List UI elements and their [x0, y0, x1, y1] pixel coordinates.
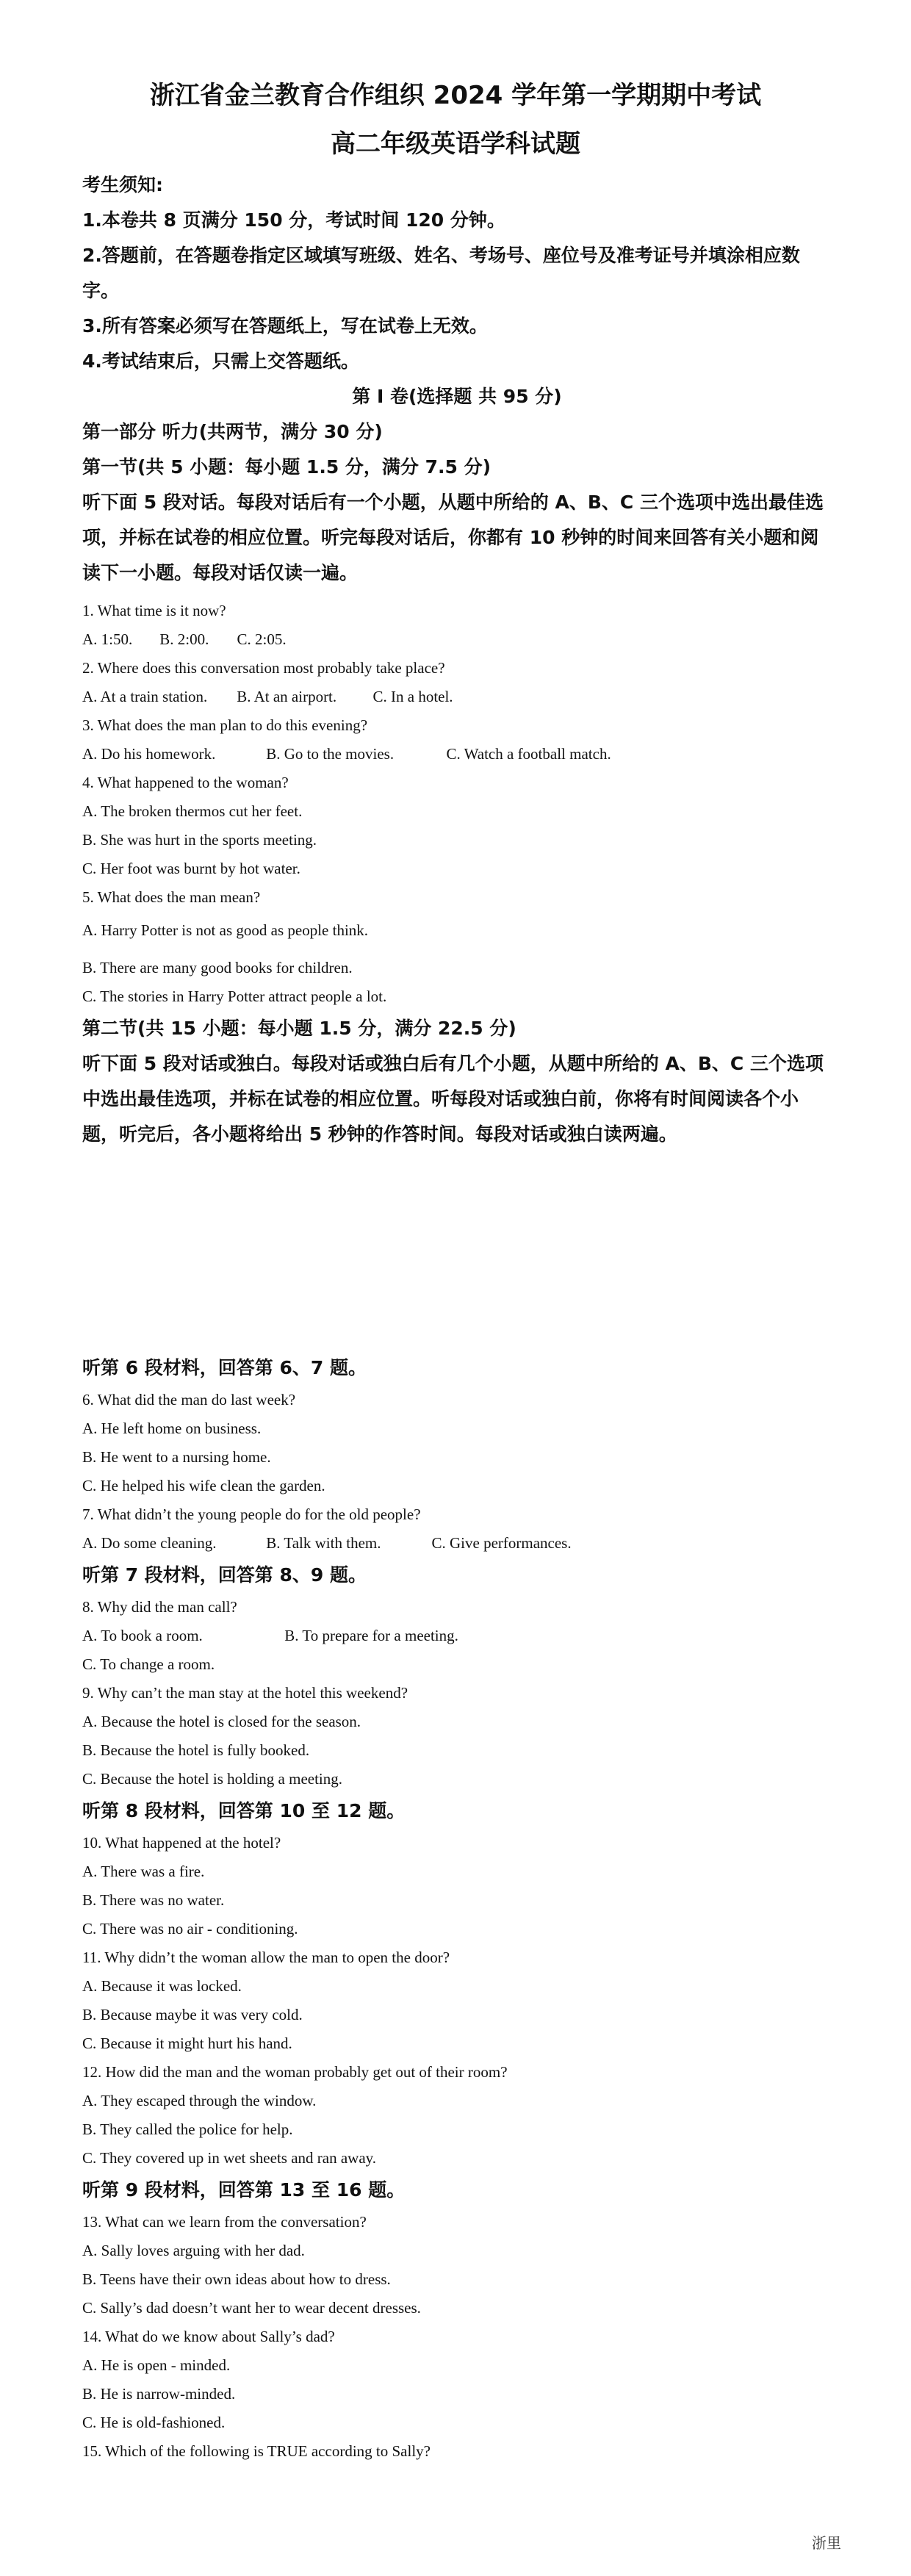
- option-b: B. There are many good books for children.: [82, 959, 353, 976]
- question: 9. Why can’t the man stay at the hotel this weekend?: [82, 1684, 408, 1702]
- option-b: B. Talk with them.: [266, 1534, 381, 1552]
- option-a: A. Do his homework.: [82, 745, 216, 763]
- group-heading: 听第 7 段材料，回答第 8、9 题。: [82, 1564, 367, 1586]
- option-b: B. Because maybe it was very cold.: [82, 2006, 303, 2023]
- option-a: A. To book a room.: [82, 1627, 203, 1644]
- option-b: B. At an airport.: [237, 688, 337, 705]
- option-b: B. Go to the movies.: [266, 745, 395, 763]
- options-row: [82, 1529, 832, 1558]
- option-c: C. He is old-fashioned.: [82, 2414, 226, 2431]
- question: 6. What did the man do last week?: [82, 1391, 296, 1408]
- option-a: A. He left home on business.: [82, 1420, 262, 1437]
- section1-instructions: 听下面 5 段对话。每段对话后有一个小题，从题中所给的 A、B、C 三个选项中选出最佳选项，并标在试卷的相应位置。听完每段对话后，你都有 10 秒钟的时间来回答有关小题和阅读下一小题。每段对话仅读一遍。: [82, 492, 824, 583]
- option-a: A. Do some cleaning.: [82, 1534, 217, 1552]
- options-row: [82, 625, 832, 654]
- option-a: A. The broken thermos cut her feet.: [82, 802, 303, 820]
- option-c: C. Because it might hurt his hand.: [82, 2034, 292, 2052]
- question: 14. What do we know about Sally’s dad?: [82, 2328, 335, 2345]
- option-b: B. Teens have their own ideas about how to dress.: [82, 2270, 391, 2288]
- notice-item: 1.本卷共 8 页满分 150 分，考试时间 120 分钟。: [82, 209, 505, 231]
- option-a: A. 1:50.: [82, 630, 133, 648]
- option-a: A. Sally loves arguing with her dad.: [82, 2242, 305, 2259]
- notice-section: [82, 168, 832, 591]
- option-b: B. To prepare for a meeting.: [284, 1627, 458, 1644]
- option-b: B. There was no water.: [82, 1891, 225, 1909]
- footer-mark: 浙里: [812, 2534, 841, 2552]
- part1-title: 第一部分 听力(共两节，满分 30 分): [82, 421, 383, 442]
- option-a: A. They escaped through the window.: [82, 2092, 317, 2109]
- option-a: A. Because the hotel is closed for the season.: [82, 1713, 361, 1730]
- option-c: C. In a hotel.: [372, 688, 453, 705]
- question: 2. Where does this conversation most probably take place?: [82, 659, 445, 677]
- section2-title: 第二节(共 15 小题：每小题 1.5 分，满分 22.5 分): [82, 1018, 516, 1039]
- option-c: C. There was no air - conditioning.: [82, 1920, 298, 1938]
- option-a: A. At a train station.: [82, 688, 208, 705]
- question: 10. What happened at the hotel?: [82, 1834, 281, 1852]
- option-c: C. Because the hotel is holding a meeting.: [82, 1770, 343, 1788]
- options-row: [82, 1622, 832, 1650]
- option-a: A. Because it was locked.: [82, 1977, 242, 1995]
- question: 1. What time is it now?: [82, 602, 226, 619]
- group-heading: 听第 9 段材料，回答第 13 至 16 题。: [82, 2179, 406, 2201]
- notice-item: 3.所有答案必须写在答题纸上，写在试卷上无效。: [82, 315, 488, 337]
- option-b: B. He went to a nursing home.: [82, 1448, 271, 1466]
- question: 13. What can we learn from the conversation?: [82, 2213, 367, 2231]
- options-row: [82, 683, 832, 711]
- option-c: C. Give performances.: [431, 1534, 572, 1552]
- section2-questions: [82, 1350, 832, 2466]
- section2-instructions: 听下面 5 段对话或独白。每段对话或独白后有几个小题，从题中所给的 A、B、C 三个选项中选出最佳选项，并标在试卷的相应位置。听每段对话或独白前，你将有时间阅读各个小题，听完后，各小题将给出 5 秒钟的作答时间。每段对话或独白读两遍。: [82, 1053, 824, 1145]
- group-heading: 听第 6 段材料，回答第 6、7 题。: [82, 1357, 367, 1378]
- exam-subtitle: 高二年级英语学科试题: [331, 129, 580, 159]
- option-a: A. There was a fire.: [82, 1863, 205, 1880]
- volume-heading: 第 Ⅰ 卷(选择题 共 95 分): [352, 386, 562, 407]
- exam-title: 浙江省金兰教育合作组织 2024 学年第一学期期中考试: [149, 81, 762, 110]
- question: 8. Why did the man call?: [82, 1598, 237, 1616]
- group-heading: 听第 8 段材料，回答第 10 至 12 题。: [82, 1800, 406, 1821]
- option-c: C. Her foot was burnt by hot water.: [82, 860, 300, 877]
- option-b: B. He is narrow-minded.: [82, 2385, 236, 2403]
- option-b: B. Because the hotel is fully booked.: [82, 1741, 310, 1759]
- notice-item: 2.答题前，在答题卷指定区域填写班级、姓名、考场号、座位号及准考证号并填涂相应数字。: [82, 245, 800, 301]
- option-c: C. Watch a football match.: [446, 745, 611, 763]
- question: 4. What happened to the woman?: [82, 774, 289, 791]
- option-c: C. 2:05.: [237, 630, 287, 648]
- notice-item: 4.考试结束后，只需上交答题纸。: [82, 350, 359, 372]
- option-b: B. They called the police for help.: [82, 2120, 293, 2138]
- option-c: C. To change a room.: [82, 1655, 215, 1673]
- option-b: B. She was hurt in the sports meeting.: [82, 831, 317, 849]
- option-a: A. He is open - minded.: [82, 2356, 231, 2374]
- question: 15. Which of the following is TRUE according to Sally?: [82, 2442, 431, 2460]
- notice-heading: 考生须知:: [82, 174, 163, 195]
- question: 11. Why didn’t the woman allow the man to open the door?: [82, 1949, 450, 1966]
- question: 7. What didn’t the young people do for the old people?: [82, 1505, 421, 1523]
- question: 3. What does the man plan to do this evening?: [82, 716, 368, 734]
- option-c: C. The stories in Harry Potter attract people a lot.: [82, 987, 387, 1005]
- option-b: B. 2:00.: [159, 630, 209, 648]
- options-row: [82, 740, 832, 769]
- section1-title: 第一节(共 5 小题：每小题 1.5 分，满分 7.5 分): [82, 456, 491, 478]
- option-a: A. Harry Potter is not as good as people think.: [82, 921, 369, 939]
- question: 12. How did the man and the woman probably get out of their room?: [82, 2063, 508, 2081]
- section1-questions: [82, 597, 832, 1152]
- option-c: C. He helped his wife clean the garden.: [82, 1477, 325, 1494]
- option-c: C. Sally’s dad doesn’t want her to wear decent dresses.: [82, 2299, 421, 2317]
- option-c: C. They covered up in wet sheets and ran away.: [82, 2149, 377, 2167]
- question: 5. What does the man mean?: [82, 888, 261, 906]
